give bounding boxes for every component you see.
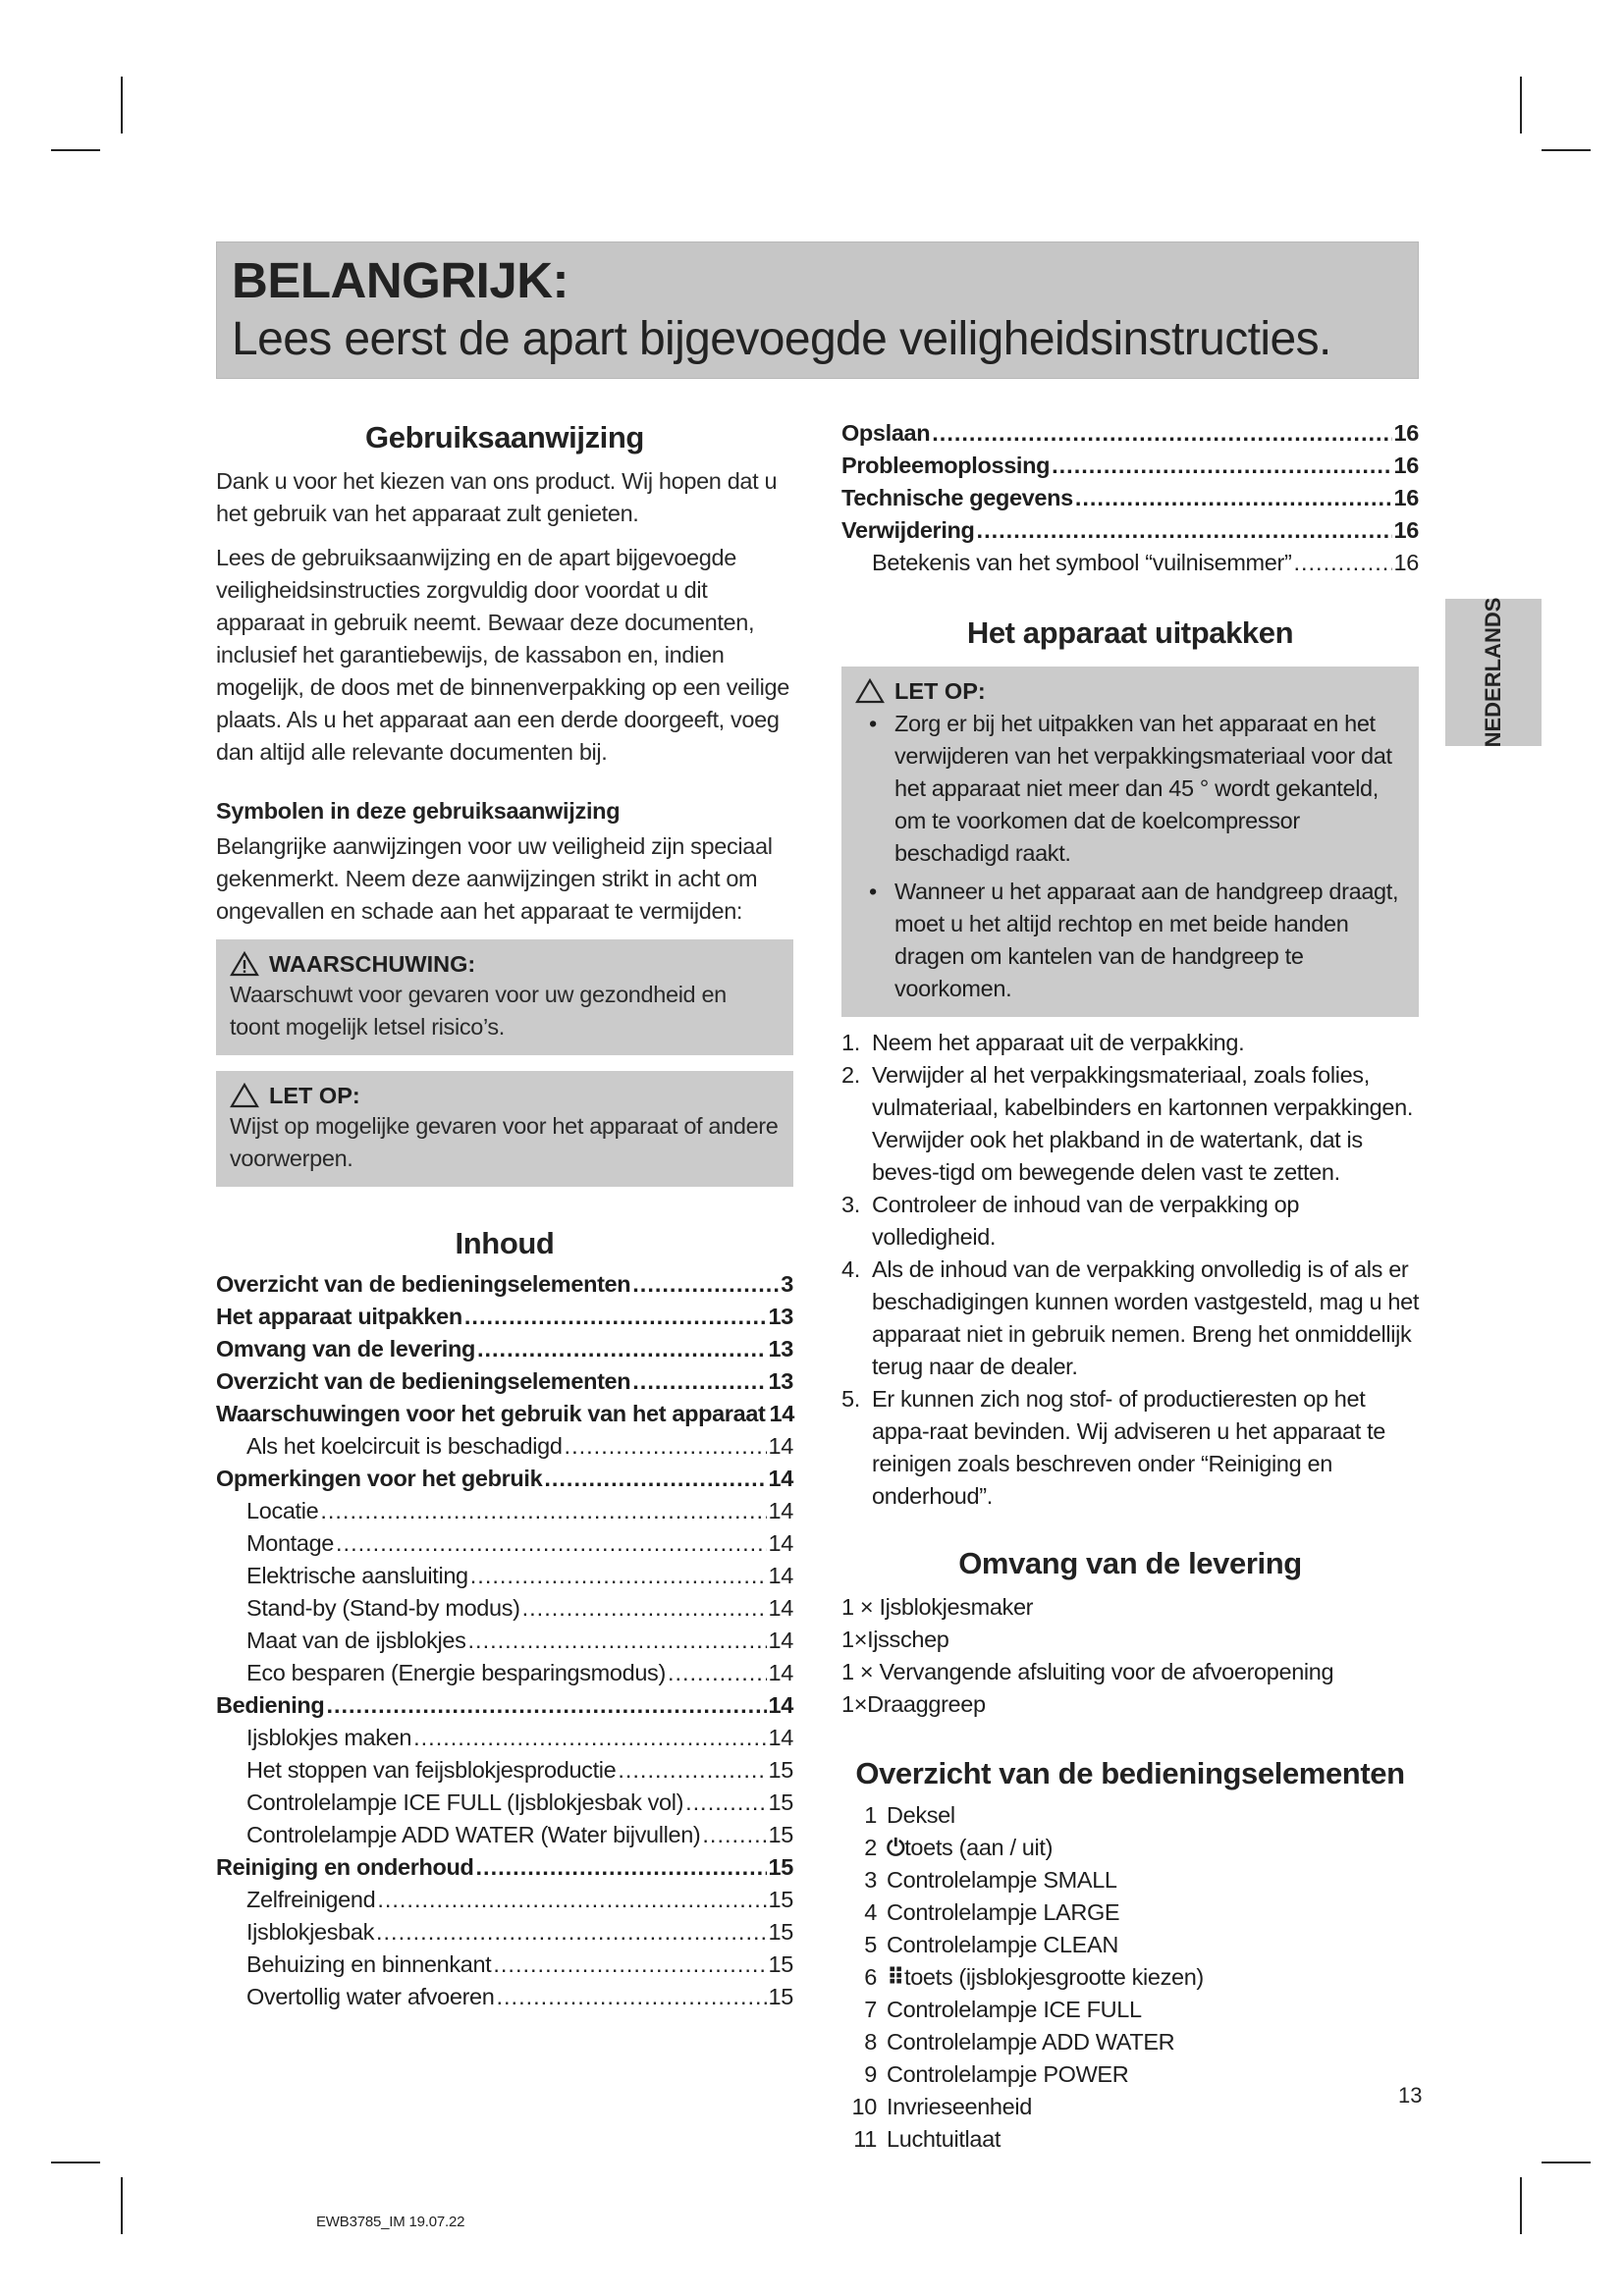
toc-entry-page: 14 <box>768 1433 793 1459</box>
toc-entry-label: Waarschuwingen voor het gebruik van het apparaat <box>216 1401 766 1426</box>
banner-subtitle: Lees eerst de apart bijgevoegde veiligheidsinstructies. <box>232 313 1331 365</box>
toc-entry-label: Omvang van de levering <box>216 1336 475 1362</box>
list-item: 9 Controlelampje POWER <box>864 2061 1129 2087</box>
caution-title: LET OP: <box>269 1083 360 1108</box>
toc-leader <box>468 1628 767 1654</box>
toc-entry-page: 14 <box>768 1725 793 1750</box>
section-heading-inhoud: Inhoud <box>455 1226 555 1260</box>
unpack-caution-title: LET OP: <box>894 678 986 704</box>
caution-triangle-icon <box>855 678 885 704</box>
caution-text: Wijst op mogelijke gevaren voor het apparaat of andere voorwerpen. <box>230 1113 779 1171</box>
toc-entry <box>216 1498 793 1530</box>
toc-leader <box>376 1919 767 1946</box>
toc-entry-label: Technische gegevens <box>841 485 1073 510</box>
size-select-icon: ⠿ <box>887 1964 905 1990</box>
controls-list <box>841 1799 1419 2156</box>
delivery-list <box>841 1591 1419 1721</box>
crop-mark <box>121 77 123 133</box>
list-item: 1. Neem het apparaat uit de verpakking. <box>841 1030 1245 1055</box>
toc-entry <box>216 1368 793 1401</box>
toc-entry-label: Stand-by (Stand-by modus) <box>246 1595 520 1621</box>
list-item: 11 Luchtuitlaat <box>853 2126 1001 2152</box>
toc-entry <box>841 517 1419 550</box>
toc-entry-page: 14 <box>768 1595 793 1621</box>
intro-paragraph: Dank u voor het kiezen van ons product. Wij hopen dat u het gebruik van het apparaat zult genieten. <box>216 468 778 526</box>
toc-leader <box>702 1822 766 1848</box>
toc-entry-label: Bediening <box>216 1692 325 1718</box>
toc-entry-label: Het apparaat uitpakken <box>216 1304 462 1329</box>
list-item: 1×Draaggreep <box>841 1691 986 1717</box>
toc-entry-page: 15 <box>768 1984 793 2009</box>
toc-entry-label: Als het koelcircuit is beschadigd <box>246 1433 563 1459</box>
toc-entry-label: Controlelampje ICE FULL (Ijsblokjesbak vol) <box>246 1789 684 1815</box>
toc-entry-label: Overzicht van de bedieningselementen <box>216 1271 631 1297</box>
list-item: 10 Invrieseenheid <box>851 2094 1032 2119</box>
toc-entry <box>216 1887 793 1919</box>
toc-entry-label: Ijsblokjes maken <box>246 1725 412 1750</box>
toc-entry-label: Verwijdering <box>841 517 975 543</box>
list-item: 2. Verwijder al het verpakkingsmateriaal, zoals folies, vulmateriaal, kabelbinders en kartonnen verpakkingen. Verwijder ook het plakband in de watertank, dat is beves-tigd om bewegende delen vast te zetten. <box>841 1062 1414 1185</box>
list-item: 5 Controlelampje CLEAN <box>864 1932 1118 1957</box>
toc-entry-page: 15 <box>768 1854 793 1880</box>
toc-entry <box>216 1725 793 1757</box>
toc-leader <box>685 1789 766 1816</box>
unpack-caution-list <box>855 708 1405 1005</box>
warning-text: Waarschuwt voor gevaren voor uw gezondheid en toont mogelijk letsel risico’s. <box>230 982 727 1040</box>
toc-leader <box>476 1854 767 1881</box>
toc-entry-label: Het stoppen van feijsblokjesproductie <box>246 1757 617 1783</box>
toc-entry-page: 14 <box>769 1401 794 1426</box>
symbols-heading: Symbolen in deze gebruiksaanwijzing <box>216 798 621 824</box>
toc-entry-label: Probleemoplossing <box>841 453 1051 478</box>
warning-box <box>216 939 793 1055</box>
list-item: 3. Controleer de inhoud van de verpakking op volledigheid. <box>841 1192 1300 1250</box>
toc-entry-label: Overtollig water afvoeren <box>246 1984 495 2009</box>
toc-entry-label: Reiniging en onderhoud <box>216 1854 474 1880</box>
toc-entry-label: Maat van de ijsblokjes <box>246 1628 466 1653</box>
toc-entry-page: 13 <box>768 1304 793 1329</box>
toc-entry-page: 15 <box>768 1789 793 1815</box>
toc-leader <box>496 1984 766 2010</box>
toc-entry <box>216 1919 793 1951</box>
toc-entry-page: 14 <box>768 1660 793 1685</box>
page-number: 13 <box>1398 2083 1423 2108</box>
toc-leader <box>477 1336 767 1362</box>
toc-entry <box>216 1466 793 1498</box>
caution-triangle-icon <box>230 1083 259 1108</box>
toc-entry <box>216 1822 793 1854</box>
toc-entry <box>216 1401 793 1433</box>
toc-leader <box>522 1595 767 1622</box>
warning-triangle-icon <box>230 951 259 977</box>
toc-entry-label: Eco besparen (Energie besparingsmodus) <box>246 1660 666 1685</box>
language-tab-label: NEDERLANDS <box>1481 597 1505 748</box>
toc-entry-page: 13 <box>768 1368 793 1394</box>
table-of-contents <box>216 1271 793 2016</box>
toc-leader <box>377 1887 766 1913</box>
toc-entry-page: 14 <box>768 1563 793 1588</box>
list-item: • Wanneer u het apparaat aan de handgreep draagt, moet u het altijd rechtop en met beide handen dragen om kantelen van de handgreep te voorkomen. <box>855 876 1405 1005</box>
section-heading-uitpakken: Het apparaat uitpakken <box>966 615 1294 650</box>
toc-entry-label: Montage <box>246 1530 335 1556</box>
toc-entry-label: Locatie <box>246 1498 319 1523</box>
toc-entry <box>216 1660 793 1692</box>
crop-mark <box>1520 2177 1522 2234</box>
unpack-steps <box>841 1027 1419 1513</box>
important-banner <box>216 241 1419 379</box>
list-item: 1 × Vervangende afsluiting voor de afvoeropening <box>841 1659 1334 1684</box>
toc-entry <box>216 1984 793 2016</box>
unpack-caution-box <box>841 667 1419 1017</box>
list-item: 2 ⏻ toets (aan / uit) <box>841 1832 1419 1864</box>
toc-entry-page: 14 <box>768 1692 793 1718</box>
crop-mark <box>1542 2162 1591 2163</box>
toc-entry-label: Controlelampje ADD WATER (Water bijvullen) <box>246 1822 701 1847</box>
toc-entry <box>216 1304 793 1336</box>
caution-box <box>216 1071 793 1187</box>
toc-entry-page: 16 <box>1393 420 1419 446</box>
list-item: 6 ⠿ toets (ijsblokjesgrootte kiezen) <box>841 1961 1419 1994</box>
footer-code: EWB3785_IM 19.07.22 <box>316 2214 465 2230</box>
list-item: 1 × Ijsblokjesmaker <box>841 1594 1034 1620</box>
section-heading-gebruiksaanwijzing: Gebruiksaanwijzing <box>365 420 644 454</box>
toc-entry <box>841 453 1419 485</box>
toc-leader <box>565 1433 767 1460</box>
left-column <box>216 420 793 2016</box>
section-heading-bediening: Overzicht van de bedieningselementen <box>855 1756 1405 1790</box>
toc-leader <box>1293 550 1391 576</box>
toc-entry-label: Ijsblokjesbak <box>246 1919 374 1945</box>
toc-entry-page: 15 <box>768 1757 793 1783</box>
toc-entry-page: 16 <box>1393 517 1419 543</box>
toc-leader <box>470 1563 767 1589</box>
toc-entry-page: 13 <box>768 1336 793 1362</box>
toc-leader <box>326 1692 766 1719</box>
list-item: 5. Er kunnen zich nog stof- of productieresten op het appa-raat bevinden. Wij adviseren u het apparaat te reinigen zoals beschreven onder “Reiniging en onderhoud”. <box>841 1386 1385 1509</box>
toc-entry-page: 15 <box>768 1951 793 1977</box>
toc-leader <box>632 1368 766 1395</box>
toc-entry <box>216 1757 793 1789</box>
toc-entry-page: 14 <box>768 1628 793 1653</box>
toc-entry <box>216 1854 793 1887</box>
toc-leader <box>632 1271 779 1298</box>
toc-entry-page: 15 <box>768 1887 793 1912</box>
crop-mark <box>1520 77 1522 133</box>
toc-entry <box>216 1433 793 1466</box>
toc-leader <box>493 1951 766 1978</box>
instructions-paragraph: Lees de gebruiksaanwijzing en de apart bijgevoegde veiligheidsinstructies zorgvuldig door voordat u dit apparaat in gebruik neemt. Bewaar deze documenten, inclusief het garantiebewijs, de kassabon en, indien mogelijk, de doos met de binnenverpakking op een veilige plaats. Als u het apparaat aan een derde doorgeeft, voeg dan altijd alle relevante documenten bij. <box>216 545 789 765</box>
toc-leader <box>977 517 1392 544</box>
toc-entry-page: 14 <box>768 1530 793 1556</box>
toc-entry-page: 16 <box>1393 485 1419 510</box>
toc-entry <box>216 1628 793 1660</box>
toc-leader <box>1052 453 1391 479</box>
toc-entry <box>216 1336 793 1368</box>
list-item: 7 Controlelampje ICE FULL <box>864 1997 1142 2022</box>
list-item: 3 Controlelampje SMALL <box>864 1867 1117 1893</box>
toc-entry-page: 16 <box>1393 550 1419 575</box>
toc-entry-label: Behuizing en binnenkant <box>246 1951 492 1977</box>
toc-leader <box>618 1757 766 1784</box>
right-column <box>841 420 1419 2156</box>
list-item: 4. Als de inhoud van de verpakking onvolledig is of als er beschadigingen kunnen worden vastgesteld, mag u het apparaat niet in gebruik nemen. Breng het onmiddellijk terug naar de dealer. <box>841 1256 1419 1379</box>
toc-leader <box>336 1530 767 1557</box>
toc-entry <box>216 1951 793 1984</box>
toc-leader <box>464 1304 767 1330</box>
crop-mark <box>51 2162 100 2163</box>
toc-leader <box>932 420 1391 447</box>
toc-leader <box>413 1725 766 1751</box>
toc-entry <box>841 550 1419 582</box>
toc-leader <box>320 1498 766 1524</box>
toc-entry-page: 15 <box>768 1919 793 1945</box>
toc-entry <box>216 1595 793 1628</box>
toc-entry-label: Opslaan <box>841 420 931 446</box>
list-item: 1×Ijsschep <box>841 1627 949 1652</box>
toc-entry <box>841 485 1419 517</box>
toc-entry-label: Opmerkingen voor het gebruik <box>216 1466 543 1491</box>
list-item: • Zorg er bij het uitpakken van het apparaat en het verwijderen van het verpakkingsmateriaal voor dat het apparaat niet meer dan 45 ° wordt gekanteld, om te voorkomen dat de koelcompressor beschadigd raakt. <box>855 708 1405 870</box>
table-of-contents-continued <box>841 420 1419 582</box>
toc-entry-page: 14 <box>768 1466 793 1491</box>
toc-entry-label: Zelfreinigend <box>246 1887 376 1912</box>
symbols-paragraph: Belangrijke aanwijzingen voor uw veiligheid zijn speciaal gekenmerkt. Neem deze aanwijzingen strikt in acht om ongevallen en schade aan het apparaat te vermijden: <box>216 833 773 924</box>
toc-entry-label: Betekenis van het symbool “vuilnisemmer” <box>872 550 1292 575</box>
toc-entry-label: Elektrische aansluiting <box>246 1563 468 1588</box>
toc-entry-page: 14 <box>768 1498 793 1523</box>
warning-title: WAARSCHUWING: <box>269 951 476 977</box>
list-item: 1 Deksel <box>864 1802 955 1828</box>
section-heading-levering: Omvang van de levering <box>958 1546 1302 1580</box>
list-item: 8 Controlelampje ADD WATER <box>864 2029 1175 2055</box>
toc-entry <box>216 1692 793 1725</box>
toc-entry-page: 3 <box>781 1271 793 1297</box>
crop-mark <box>51 149 100 151</box>
toc-entry-page: 15 <box>768 1822 793 1847</box>
crop-mark <box>1542 149 1591 151</box>
toc-entry-label: Overzicht van de bedieningselementen <box>216 1368 631 1394</box>
language-tab <box>1445 599 1542 746</box>
toc-entry <box>216 1271 793 1304</box>
toc-leader <box>1075 485 1392 511</box>
crop-mark <box>121 2177 123 2234</box>
toc-leader <box>544 1466 766 1492</box>
toc-entry <box>216 1563 793 1595</box>
power-icon: ⏻ <box>887 1835 905 1860</box>
toc-entry-page: 16 <box>1393 453 1419 478</box>
banner-title: BELANGRIJK: <box>232 252 569 308</box>
toc-leader <box>668 1660 767 1686</box>
toc-entry <box>841 420 1419 453</box>
toc-entry <box>216 1789 793 1822</box>
list-item: 4 Controlelampje LARGE <box>864 1899 1120 1925</box>
toc-entry <box>216 1530 793 1563</box>
